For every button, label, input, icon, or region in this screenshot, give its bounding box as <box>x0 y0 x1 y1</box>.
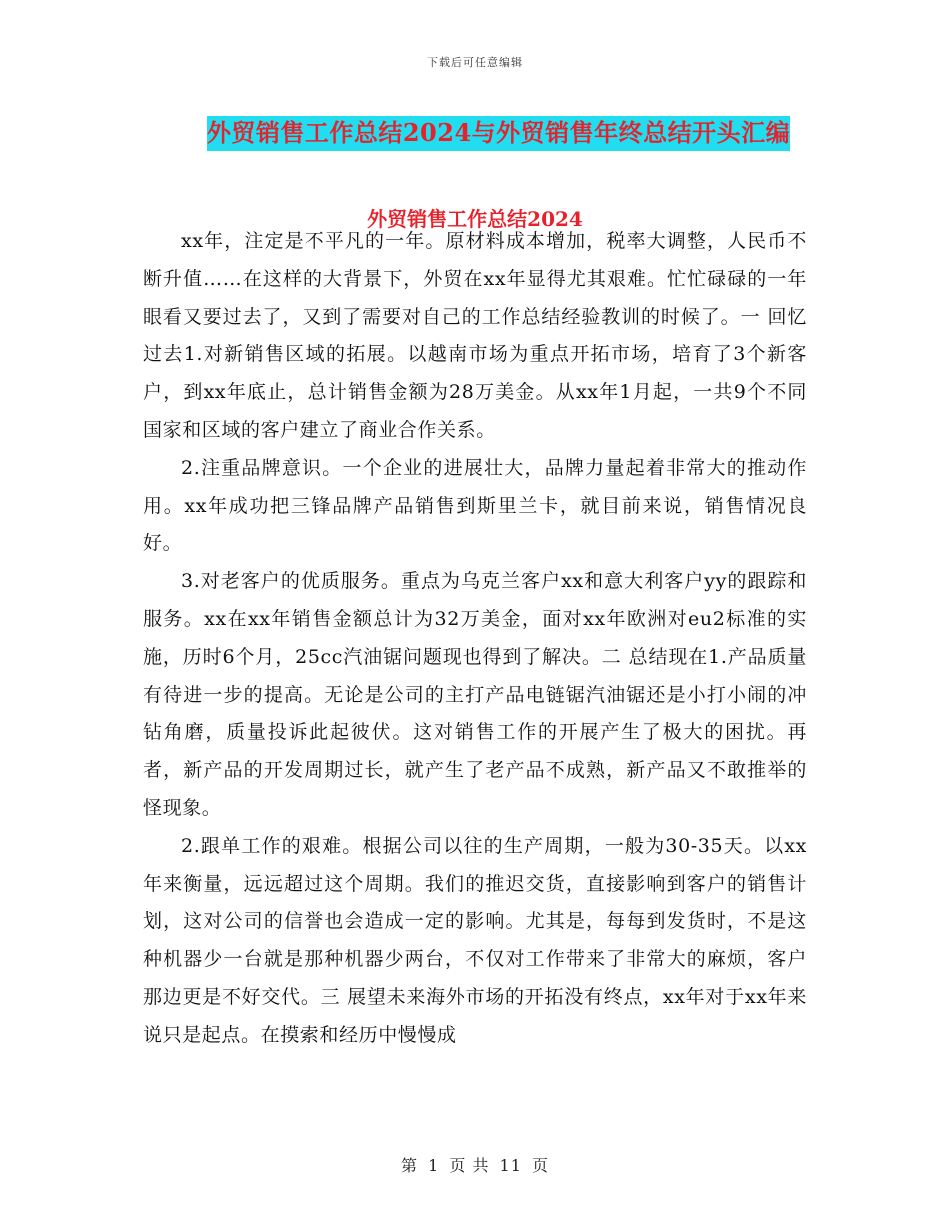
paragraph: 2.注重品牌意识。一个企业的进展壮大，品牌力量起着非常大的推动作用。xx年成功把三锋品牌产品销售到斯里兰卡，就目前来说，销售情况良好。 <box>143 456 807 555</box>
section-title: 外贸销售工作总结2024 <box>367 207 583 231</box>
page-footer <box>0 1153 950 1176</box>
paragraph: 3.对老客户的优质服务。重点为乌克兰客户xx和意大利客户yy的跟踪和服务。xx在xx年销售金额总计为32万美金，面对xx年欧洲对eu2标准的实施，历时6个月，25cc汽油锯问题现也得到了解决。二 总结现在1.产品质量有待进一步的提高。无论是公司的主打产品电链锯汽油锯还是小打小闹的冲钻角磨，质量投诉此起彼伏。这对销售工作的开展产生了极大的困扰。再者，新产品的开发周期过长，就产生了老产品不成熟，新产品又不敢推举的怪现象。 <box>143 570 807 819</box>
document-title-text: 外贸销售工作总结2024与外贸销售年终总结开头汇编 <box>207 116 790 151</box>
page-label-prefix: 第 <box>400 1156 418 1175</box>
document-title <box>0 113 950 148</box>
total-pages: 11 <box>499 1156 522 1175</box>
page-label-mid: 页 共 <box>449 1156 490 1175</box>
document-body <box>143 223 807 1055</box>
header-note: 下载后可任意编辑 <box>427 56 523 69</box>
paragraph: 2.跟单工作的艰难。根据公司以往的生产周期，一般为30-35天。以xx年来衡量，远远超过这个周期。我们的推迟交货，直接影响到客户的销售计划，这对公司的信誉也会造成一定的影响。尤其是，每每到发货时，不是这种机器少一台就是那种机器少两台，不仅对工作带来了非常大的麻烦，客户那边更是不好交代。三 展望未来海外市场的开拓没有终点，xx年对于xx年来说只是起点。在摸索和经历中慢慢成 <box>143 834 807 1046</box>
page-label-suffix: 页 <box>532 1156 550 1175</box>
paragraph: xx年，注定是不平凡的一年。原材料成本增加，税率大调整，人民币不断升值……在这样的大背景下，外贸在xx年显得尤其艰难。忙忙碌碌的一年眼看又要过去了，又到了需要对自己的工作总结经验教训的时候了。一 回忆过去1.对新销售区域的拓展。以越南市场为重点开拓市场，培育了3个新客户，到xx年底止，总计销售金额为28万美金。从xx年1月起，一共9个不同国家和区域的客户建立了商业合作关系。 <box>143 230 807 441</box>
page-number: 1 <box>428 1156 440 1175</box>
